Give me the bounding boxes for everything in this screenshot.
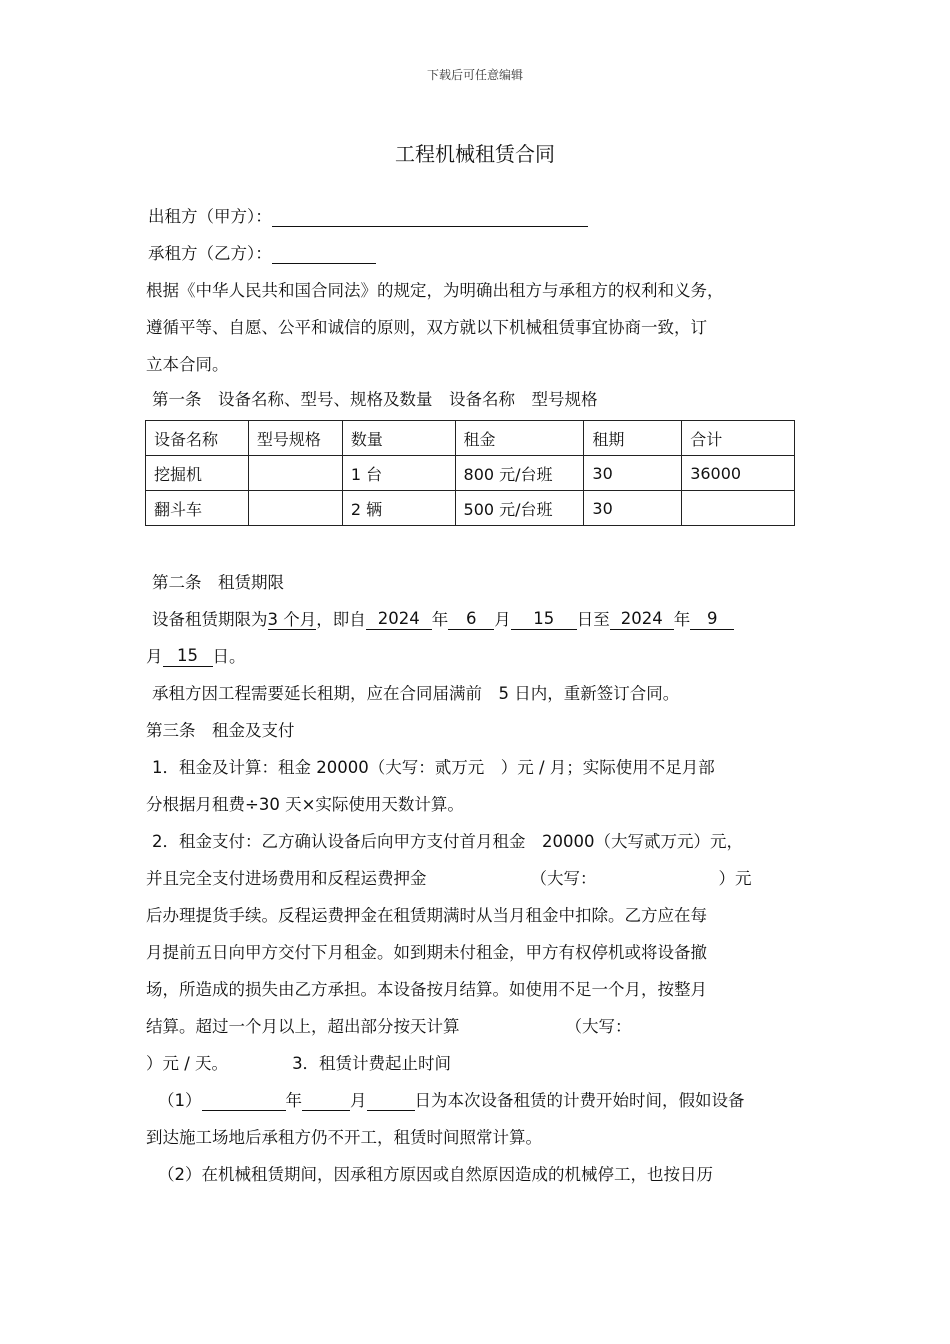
table-cell: 2 辆 xyxy=(342,491,455,526)
start-month: 6 xyxy=(448,609,494,630)
table-header-cell: 设备名称 xyxy=(146,421,249,456)
billing-period-heading: 3．租赁计费起止时间 xyxy=(292,1054,452,1073)
rent-line: 2．租金支付：乙方确认设备后向甲方支付首月租金 20000（大写贰万元）元， xyxy=(152,832,743,851)
period-duration: 3 个月 xyxy=(267,610,317,629)
settlement-text: （大写： xyxy=(565,1017,632,1036)
equipment-table xyxy=(145,420,795,526)
table-cell xyxy=(248,491,342,526)
rent-line: 分根据月租费÷30 天×实际使用天数计算。 xyxy=(146,795,464,814)
year-label: 年 xyxy=(431,610,449,629)
intro-line: 根据《中华人民共和国合同法》的规定，为明确出租方与承租方的权利和义务， xyxy=(146,281,724,300)
header-note: 下载后可任意编辑 xyxy=(426,68,523,82)
table-cell: 翻斗车 xyxy=(146,491,249,526)
period-text: ，即自 xyxy=(316,610,366,629)
billing-start-month-blank xyxy=(302,1090,350,1111)
intro-line: 遵循平等、自愿、公平和诚信的原则，双方就以下机械租赁事宜协商一致，订 xyxy=(146,318,707,337)
start-day: 15 xyxy=(511,609,577,630)
intro-line: 立本合同。 xyxy=(146,355,229,374)
article3-heading: 第三条 租金及支付 xyxy=(146,721,295,740)
end-year: 2024 xyxy=(610,609,674,630)
month-label: 月 xyxy=(494,610,511,629)
period-text: 日至 xyxy=(576,610,610,629)
table-cell xyxy=(248,456,342,491)
table-cell: 1 台 xyxy=(342,456,455,491)
rent-line: 场，所造成的损失由乙方承担。本设备按月结算。如使用不足一个月，按整月 xyxy=(146,980,707,999)
year-label: 年 xyxy=(673,610,691,629)
deposit-text: （大写： xyxy=(530,869,597,888)
deposit-line xyxy=(146,865,752,889)
lessor-blank xyxy=(272,206,588,227)
billing-item-1 xyxy=(158,1087,745,1111)
table-cell: 800 元/台班 xyxy=(455,456,584,491)
table-header-cell: 租期 xyxy=(584,421,682,456)
table-row xyxy=(146,456,795,491)
table-cell: 30 xyxy=(584,491,682,526)
year-label: 年 xyxy=(285,1091,302,1110)
lease-period-line2 xyxy=(146,643,246,667)
period-text: 设备租赁期限为 xyxy=(152,610,268,629)
table-header-cell: 型号规格 xyxy=(248,421,342,456)
extension-clause: 承租方因工程需要延长租期，应在合同届满前 5 日内，重新签订合同。 xyxy=(152,684,680,703)
daily-rate-line xyxy=(146,1050,451,1074)
end-day: 15 xyxy=(163,646,213,667)
table-row xyxy=(146,491,795,526)
start-year: 2024 xyxy=(366,609,432,630)
item-number: （1） xyxy=(158,1091,202,1110)
settlement-line xyxy=(146,1013,632,1037)
lessor-line xyxy=(148,203,588,227)
rent-line: 后办理提货手续。反程运费押金在租赁期满时从当月租金中扣除。乙方应在每 xyxy=(146,906,707,925)
table-header-cell: 数量 xyxy=(342,421,455,456)
month-label: 月 xyxy=(350,1091,367,1110)
table-header-cell: 租金 xyxy=(455,421,584,456)
table-cell: 36000 xyxy=(682,456,795,491)
billing-item-1-line2: 到达施工场地后承租方仍不开工，租赁时间照常计算。 xyxy=(146,1128,542,1147)
billing-item-2: （2）在机械租赁期间，因承租方原因或自然原因造成的机械停工，也按日历 xyxy=(158,1165,713,1184)
billing-item-text: 日为本次设备租赁的计费开始时间，假如设备 xyxy=(414,1091,745,1110)
table-cell xyxy=(682,491,795,526)
lease-period-line xyxy=(152,606,734,630)
deposit-text: ）元 xyxy=(718,869,752,888)
table-cell: 30 xyxy=(584,456,682,491)
contract-title: 工程机械租赁合同 xyxy=(395,142,555,166)
billing-start-day-blank xyxy=(367,1090,415,1111)
lessor-label: 出租方（甲方）： xyxy=(148,207,272,226)
end-month: 9 xyxy=(690,609,734,630)
rent-line: 1．租金及计算：租金 20000（大写：贰万元 ）元 / 月；实际使用不足月部 xyxy=(152,758,715,777)
settlement-text: 结算。超过一个月以上，超出部分按天计算 xyxy=(146,1017,460,1036)
table-cell: 500 元/台班 xyxy=(455,491,584,526)
table-cell: 挖掘机 xyxy=(146,456,249,491)
period-text: 日。 xyxy=(212,647,246,666)
table-header-cell: 合计 xyxy=(682,421,795,456)
rent-line: 月提前五日向甲方交付下月租金。如到期未付租金，甲方有权停机或将设备撤 xyxy=(146,943,707,962)
billing-start-year-blank xyxy=(202,1090,286,1111)
lessee-label: 承租方（乙方）： xyxy=(148,244,272,263)
lessee-line xyxy=(148,240,376,264)
lessee-blank xyxy=(272,243,376,264)
article2-heading: 第二条 租赁期限 xyxy=(152,573,284,592)
daily-rate-text: ）元 / 天。 xyxy=(146,1054,229,1073)
table-header-row xyxy=(146,421,795,456)
month-label: 月 xyxy=(146,647,163,666)
deposit-text: 并且完全支付进场费用和反程运费押金 xyxy=(146,869,427,888)
article1-heading: 第一条 设备名称、型号、规格及数量 设备名称 型号规格 xyxy=(152,390,598,409)
